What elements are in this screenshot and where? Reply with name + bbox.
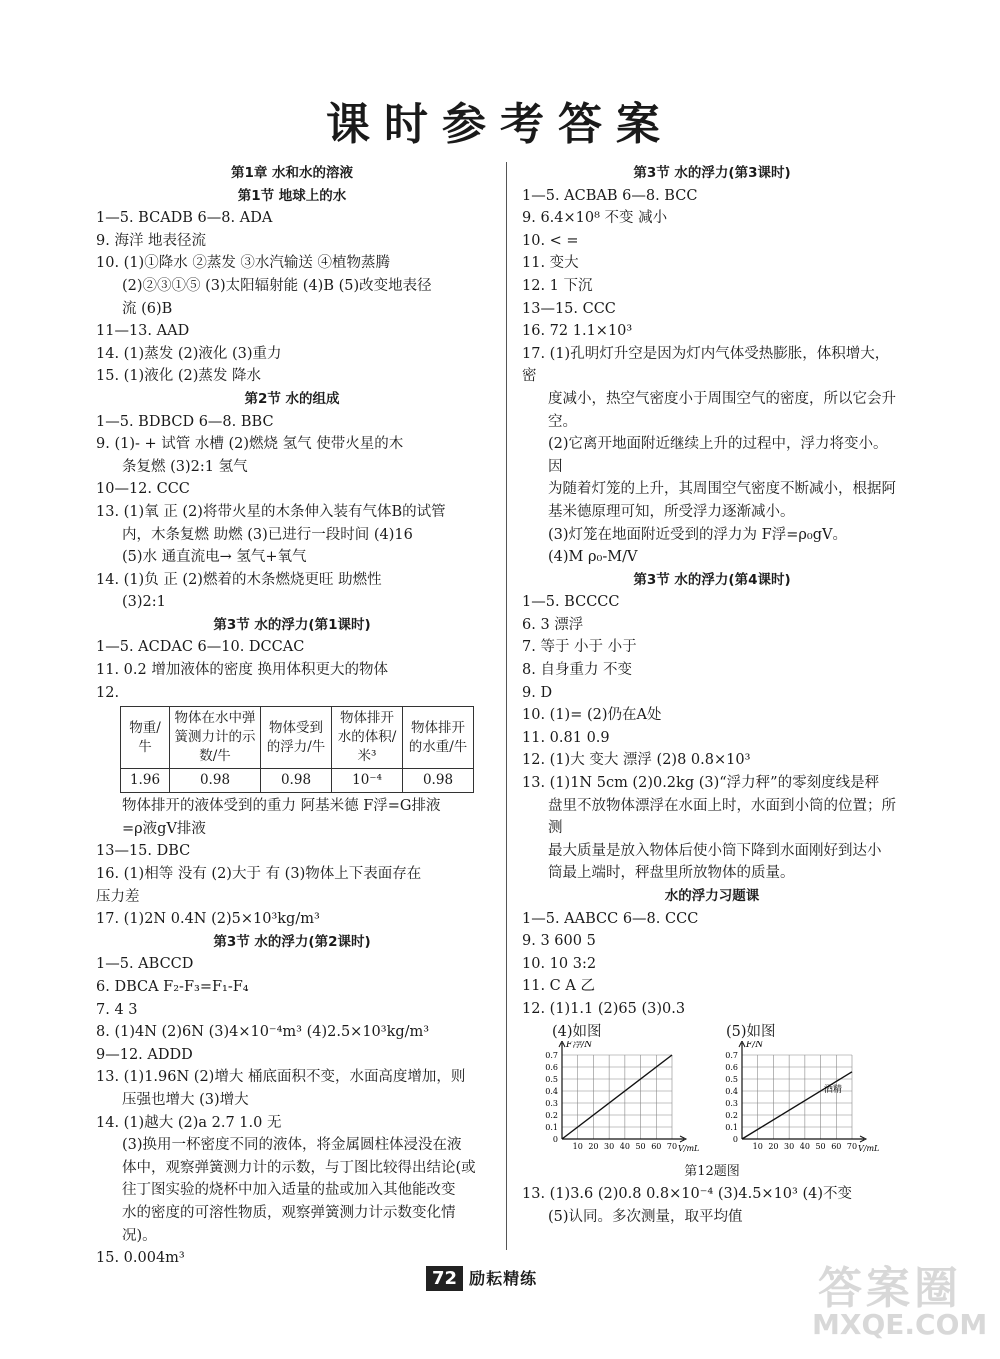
answer-line: 14. (1)蒸发 (2)液化 (3)重力 xyxy=(96,345,282,362)
answer-line: (5)水 通直流电→ 氢气+氧气 xyxy=(122,549,307,566)
buoyancy-table xyxy=(120,706,474,793)
answers-ex-after xyxy=(522,1183,902,1228)
answer-line: 9. 3 600 5 xyxy=(522,933,596,950)
section-heading: 第3节 水的浮力(第1课时) xyxy=(213,616,371,633)
answer-line: 13. (1)1.96N (2)增大 桶底面积不变，水面高度增加，则 xyxy=(96,1069,466,1086)
answer-line: (5)认同。多次测量，取平均值 xyxy=(548,1208,743,1225)
graph4 xyxy=(522,1041,712,1161)
answer-line: 13—15. CCC xyxy=(522,300,616,317)
answer-line: 10. < = xyxy=(522,232,579,249)
answer-line: 16. (1)相等 没有 (2)大于 有 (3)物体上下表面存在 xyxy=(96,866,422,883)
y-tick-label: 0.4 xyxy=(545,1086,558,1096)
x-tick-label: 70 xyxy=(666,1141,678,1151)
answer-line: 9. 海洋 地表径流 xyxy=(96,232,207,249)
x-tick-label: 60 xyxy=(651,1141,662,1151)
x-tick-label: 20 xyxy=(768,1141,779,1151)
x-tick-label: 60 xyxy=(831,1141,842,1151)
answer-line: 流 (6)B xyxy=(122,300,173,317)
x-tick-label: 40 xyxy=(619,1141,630,1151)
answers-s3a-after xyxy=(96,795,488,931)
answer-line: 1—5. BDBCD 6—8. BBC xyxy=(96,413,274,430)
answer-line: 12. (1)1.1 (2)65 (3)0.3 xyxy=(522,1000,686,1017)
section-heading: 第3节 水的浮力(第2课时) xyxy=(213,933,371,950)
answers-s1 xyxy=(96,207,488,388)
graph5 xyxy=(702,1041,892,1161)
y-tick-label: 0.5 xyxy=(725,1074,738,1084)
answer-line: 空。 xyxy=(548,413,577,430)
answer-line: 6. 3 漂浮 xyxy=(522,616,584,633)
answer-line: 10. (1)①降水 ②蒸发 ③水汽输送 ④植物蒸腾 xyxy=(96,255,391,272)
table-cell: 10⁻⁴ xyxy=(332,769,403,793)
answer-line: (3)换用一杯密度不同的液体，将金属圆柱体浸没在液 xyxy=(122,1137,462,1154)
graphs-area xyxy=(522,1021,902,1161)
answer-line: 9. (1)- + 试管 水槽 (2)燃烧 氢气 使带火星的木 xyxy=(96,436,404,453)
table-cell: 1.96 xyxy=(121,769,170,793)
answer-line: (4)M ρ₀-M/V xyxy=(548,549,638,566)
y-tick-label: 0.6 xyxy=(545,1062,558,1072)
table-header-cell: 物体排开水的体积/米³ xyxy=(332,707,403,769)
section-heading: 第3节 水的浮力(第4课时) xyxy=(633,571,791,588)
answer-line: 13. (1)1N 5cm (2)0.2kg (3)“浮力秤”的零刻度线是秤 xyxy=(522,775,880,792)
table-row xyxy=(121,769,474,793)
table-header-cell: 物体排开的水重/牛 xyxy=(403,707,474,769)
answer-line: 1—5. AABCC 6—8. CCC xyxy=(522,910,699,927)
x-tick-label: 40 xyxy=(799,1141,810,1151)
answer-line: 11. 变大 xyxy=(522,255,579,272)
graph5-caption: (5)如图 xyxy=(726,1023,776,1040)
answer-line: 12. xyxy=(96,684,120,701)
answer-line: 16. 72 1.1×10³ xyxy=(522,323,633,340)
x-tick-label: 50 xyxy=(815,1141,826,1151)
page-number: 72 xyxy=(426,1266,463,1291)
table-header-row xyxy=(121,707,474,769)
answer-line: 15. (1)液化 (2)蒸发 降水 xyxy=(96,368,261,385)
answer-line: (2)它离开地面附近继续上升的过程中，浮力将变小。因 xyxy=(548,436,888,475)
x-tick-label: 30 xyxy=(784,1141,795,1151)
x-tick-label: 10 xyxy=(752,1141,763,1151)
watermark-url: MXQE.COM xyxy=(812,1308,988,1341)
right-column xyxy=(522,162,902,1228)
answer-line: 7. 4 3 xyxy=(96,1001,138,1018)
x-axis-label: V/mL xyxy=(678,1143,700,1153)
x-tick-label: 70 xyxy=(846,1141,858,1151)
answer-line: 8. (1)4N (2)6N (3)4×10⁻⁴m³ (4)2.5×10³kg/m³ xyxy=(96,1024,430,1041)
y-axis-label: F浮/N xyxy=(566,1040,593,1050)
x-tick-label: 30 xyxy=(604,1141,615,1151)
answers-s3a xyxy=(96,636,488,704)
answer-line: 水的密度的可溶性物质，观察弹簧测力计示数变化情 xyxy=(122,1204,456,1221)
answer-line: 1—5. ACDAC 6—10. DCCAC xyxy=(96,639,305,656)
page-title: 课时参考答案 xyxy=(326,99,674,150)
series-line xyxy=(742,1071,852,1138)
answer-line: 13—15. DBC xyxy=(96,843,191,860)
answer-line: 11. 0.81 0.9 xyxy=(522,729,610,746)
y-tick-label: 0.7 xyxy=(725,1050,738,1060)
answer-line: 1—5. BCCCC xyxy=(522,594,620,611)
x-tick-label: 20 xyxy=(588,1141,599,1151)
answer-line: 15. 0.004m³ xyxy=(96,1250,185,1267)
answer-line: 9—12. ADDD xyxy=(96,1046,193,1063)
answer-line: 13. (1)氧 正 (2)将带火星的木条伸入装有气体B的试管 xyxy=(96,503,446,520)
table-header-cell: 物体在水中弹簧测力计的示数/牛 xyxy=(170,707,261,769)
answer-line: 最大质量是放入物体后使小筒下降到水面刚好到达小 xyxy=(548,842,882,859)
y-tick-label: 0.3 xyxy=(545,1098,558,1108)
answer-line: 9. D xyxy=(522,684,553,701)
y-tick-label: 0.6 xyxy=(725,1062,738,1072)
answer-line: 盘里不放物体漂浮在水面上时，水面到小筒的位置；所测 xyxy=(548,797,896,837)
answer-line: 1—5. BCADB 6—8. ADA xyxy=(96,210,273,227)
figure-caption: 第12题图 xyxy=(684,1163,740,1179)
section-heading: 第1节 地球上的水 xyxy=(237,187,347,204)
answer-line: (3)2:1 xyxy=(122,594,166,611)
answer-line: 11—13. AAD xyxy=(96,323,190,340)
answer-line: 物体排开的液体受到的重力 阿基米德 F浮=G排液 xyxy=(122,798,441,815)
y-axis-label: F/N xyxy=(746,1040,764,1050)
answer-line: 度减小，热空气密度小于周围空气的密度，所以它会升 xyxy=(548,390,896,407)
chapter-heading: 第1章 水和水的溶液 xyxy=(230,165,354,181)
table-cell: 0.98 xyxy=(170,769,261,793)
answer-line: 况)。 xyxy=(122,1227,157,1244)
brand-name: 励耘精练 xyxy=(469,1269,538,1288)
answer-line: 10. (1)= (2)仍在A处 xyxy=(522,707,662,724)
answer-line: 12. (1)大 变大 漂浮 (2)8 0.8×10³ xyxy=(522,752,751,769)
answer-line: 7. 等于 小于 小于 xyxy=(522,639,637,656)
column-divider xyxy=(506,162,507,1250)
answer-line: (3)灯笼在地面附近受到的浮力为 F浮=ρ₀gV。 xyxy=(548,526,847,543)
y-tick-label: 0.1 xyxy=(545,1122,558,1132)
section-heading: 第3节 水的浮力(第3课时) xyxy=(633,165,791,181)
answer-line: (2)②③①⑤ (3)太阳辐射能 (4)B (5)改变地表径 xyxy=(122,277,432,294)
answer-line: 13. (1)3.6 (2)0.8 0.8×10⁻⁴ (3)4.5×10³ (4)不变 xyxy=(522,1186,852,1203)
answer-line: 筒最上端时，秤盘里所放物体的质量。 xyxy=(548,865,795,882)
y-tick-label: 0.7 xyxy=(545,1050,558,1060)
y-tick-label: 0 xyxy=(732,1134,738,1144)
answer-line: 14. (1)负 正 (2)燃着的木条燃烧更旺 助燃性 xyxy=(96,571,382,588)
y-tick-label: 0.2 xyxy=(545,1110,558,1120)
answer-line: 17. (1)2N 0.4N (2)5×10³kg/m³ xyxy=(96,911,320,928)
answer-line: 内，木条复燃 助燃 (3)已进行一段时间 (4)16 xyxy=(122,526,413,543)
answer-line: 1—5. ACBAB 6—8. BCC xyxy=(522,187,698,204)
x-tick-label: 50 xyxy=(635,1141,646,1151)
answer-line: 9. 6.4×10⁸ 不变 减小 xyxy=(522,210,668,227)
section-heading: 第2节 水的组成 xyxy=(244,390,340,407)
table-header-cell: 物体受到的浮力/牛 xyxy=(261,707,332,769)
left-column xyxy=(96,162,488,1270)
table-header-cell: 物重/牛 xyxy=(121,707,170,769)
table-cell: 0.98 xyxy=(261,769,332,793)
graph4-caption: (4)如图 xyxy=(552,1023,602,1040)
y-tick-label: 0 xyxy=(552,1134,558,1144)
answer-line: 10. 10 3:2 xyxy=(522,955,597,972)
answer-line: 8. 自身重力 不变 xyxy=(522,662,633,679)
y-tick-label: 0.2 xyxy=(725,1110,738,1120)
answer-line: 体中，观察弹簧测力计的示数，与丁图比较得出结论(或 xyxy=(122,1159,476,1176)
answer-line: 基米德原理可知，所受浮力逐渐减小。 xyxy=(548,503,795,520)
answer-line: 11. C A 乙 xyxy=(522,978,595,995)
answer-line: 1—5. ABCCD xyxy=(96,956,194,973)
answer-line: 条复燃 (3)2:1 氢气 xyxy=(122,458,248,475)
y-tick-label: 0.5 xyxy=(545,1074,558,1084)
answer-line: 6. DBCA F₂-F₃=F₁-F₄ xyxy=(96,979,249,995)
answer-line: 压强也增大 (3)增大 xyxy=(122,1091,249,1108)
answers-s2 xyxy=(96,411,488,614)
answer-line: =ρ液gV排液 xyxy=(122,820,206,837)
answers-s3d xyxy=(522,591,902,885)
series-label: 酒精 xyxy=(824,1084,843,1095)
answer-line: 14. (1)越大 (2)a 2.7 1.0 无 xyxy=(96,1114,282,1131)
series-line xyxy=(562,1055,672,1139)
answer-line: 11. 0.2 增加液体的密度 换用体积更大的物体 xyxy=(96,662,388,679)
x-axis-label: V/mL xyxy=(858,1143,880,1153)
watermark-logo: 答案圈 xyxy=(818,1263,962,1314)
answers-ex xyxy=(522,908,902,1021)
answers-s3c xyxy=(522,185,902,569)
table-cell: 0.98 xyxy=(403,769,474,793)
answer-line: 压力差 xyxy=(96,888,140,905)
y-tick-label: 0.1 xyxy=(725,1122,738,1132)
section-heading: 水的浮力习题课 xyxy=(664,888,760,904)
page-footer xyxy=(426,1266,537,1291)
answer-line: 往丁图实验的烧杯中加入适量的盐或加入其他能改变 xyxy=(122,1182,456,1199)
answers-s3b xyxy=(96,953,488,1269)
y-tick-label: 0.3 xyxy=(725,1098,738,1108)
answer-line: 10—12. CCC xyxy=(96,481,190,498)
answer-line: 12. 1 下沉 xyxy=(522,277,593,294)
answer-line: 为随着灯笼的上升，其周围空气密度不断减小，根据阿 xyxy=(548,481,896,498)
answer-line: 17. (1)孔明灯升空是因为灯内气体受热膨胀，体积增大，密 xyxy=(522,345,890,385)
y-tick-label: 0.4 xyxy=(725,1086,738,1096)
x-tick-label: 10 xyxy=(572,1141,583,1151)
